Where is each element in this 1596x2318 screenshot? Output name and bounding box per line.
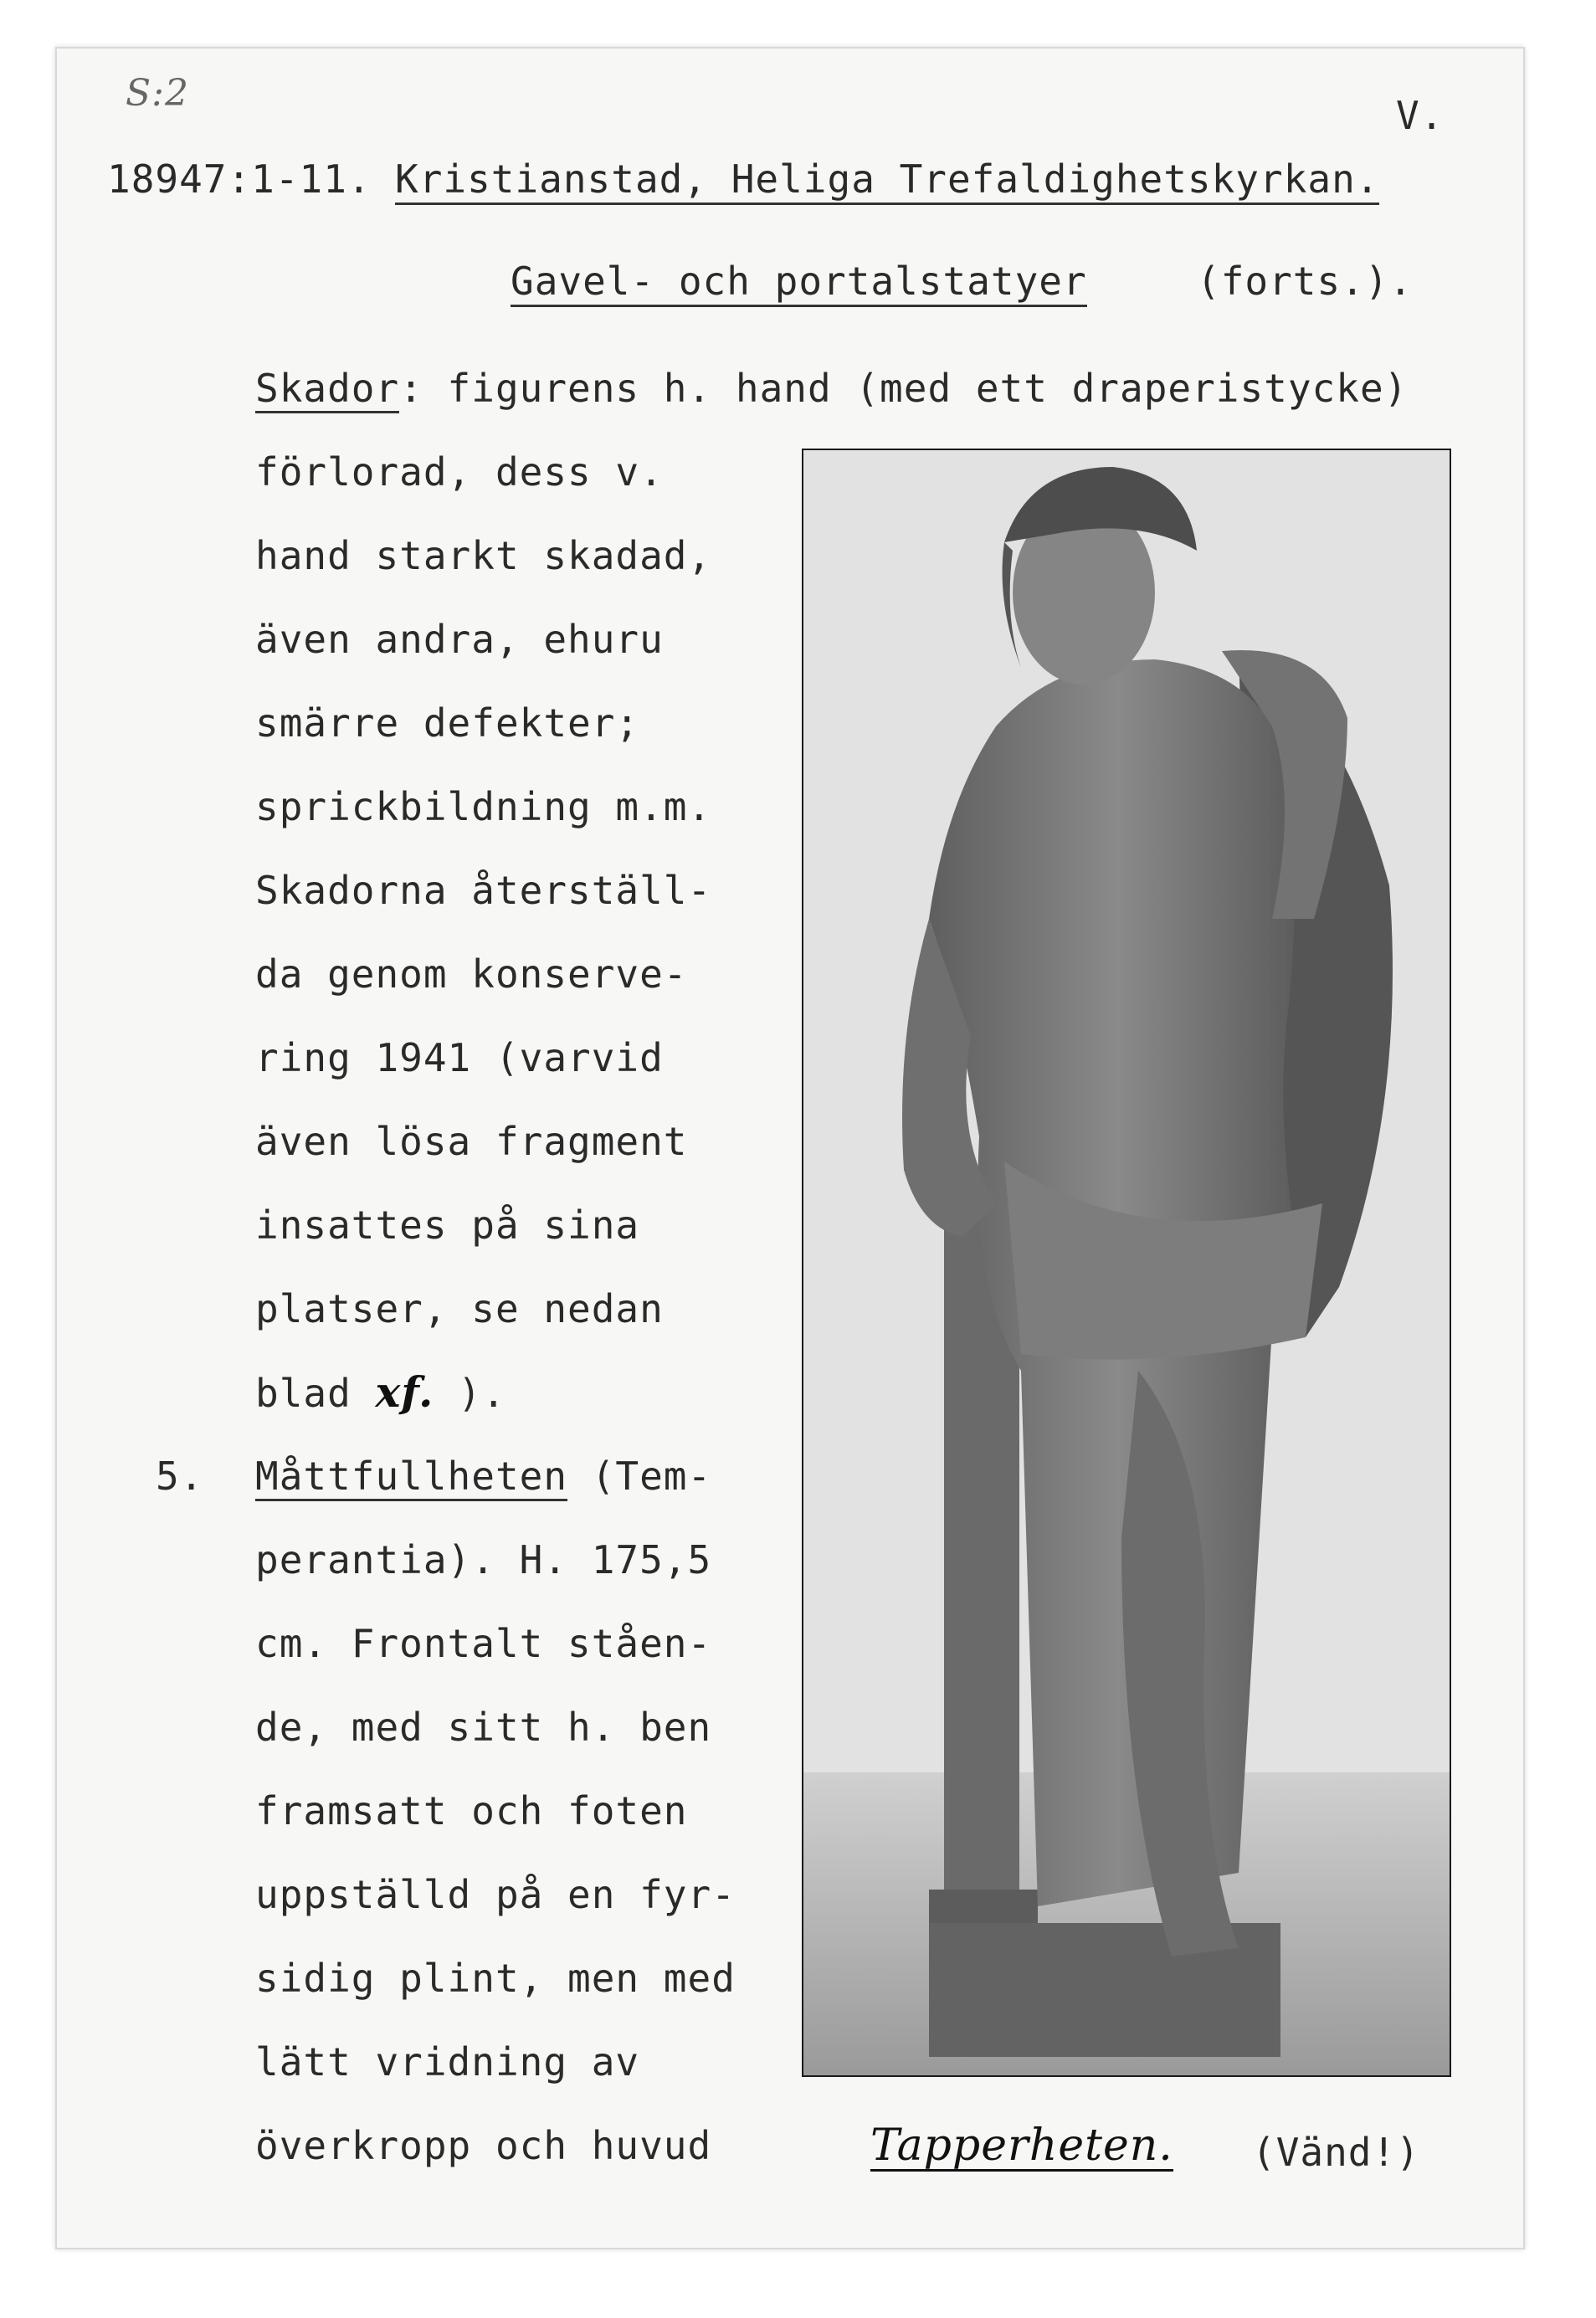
entry-line: uppställd på en fyr- xyxy=(255,1872,736,1917)
entry-line: framsatt och foten xyxy=(255,1788,688,1833)
entry-name: Måttfullheten xyxy=(255,1454,567,1501)
damage-line: platser, se nedan xyxy=(255,1286,664,1331)
corner-mark: S:2 xyxy=(126,72,189,115)
damage-line: da genom konserve- xyxy=(255,951,688,997)
statue-photograph xyxy=(802,449,1451,2077)
entry-line: perantia). H. 175,5 xyxy=(255,1537,712,1582)
entry-line: överkropp och huvud xyxy=(255,2123,712,2168)
damage-last-suffix: ). xyxy=(458,1371,506,1416)
page-roman-numeral: V. xyxy=(1396,93,1445,138)
damage-line: ring 1941 (varvid xyxy=(255,1035,664,1080)
damage-line: Skadorna återställ- xyxy=(255,868,712,913)
damage-first-line-text: : figurens h. hand (med ett draperistycke) xyxy=(399,366,1409,411)
entry-line: cm. Frontalt ståen- xyxy=(255,1621,712,1666)
damage-line: även lösa fragment xyxy=(255,1119,688,1164)
turn-note: (Vänd!) xyxy=(1252,2130,1420,2175)
entry-line: lätt vridning av xyxy=(255,2039,640,2085)
damage-line: insattes på sina xyxy=(255,1203,640,1248)
damage-last-prefix: blad xyxy=(255,1371,352,1416)
section-continued: (forts.). xyxy=(1197,259,1414,304)
entry-line: sidig plint, men med xyxy=(255,1956,736,2001)
catalog-number: 18947:1-11. xyxy=(107,156,372,202)
damage-first-line xyxy=(255,365,1408,412)
damage-line: förlorad, dess v. xyxy=(255,449,664,495)
entry-first-line-text: (Tem- xyxy=(567,1454,712,1499)
handwritten-reference: xf. xyxy=(375,1367,434,1417)
damage-last-line xyxy=(255,1369,506,1417)
entry-first-line xyxy=(255,1453,711,1500)
damage-line: smärre defekter; xyxy=(255,700,640,746)
header-location: Kristianstad, Heliga Trefaldighetskyrkan. xyxy=(395,156,1379,205)
entry-number: 5. xyxy=(156,1454,204,1499)
photo-caption: Tapperheten. xyxy=(870,2121,1173,2171)
damage-line: även andra, ehuru xyxy=(255,617,664,662)
section-title: Gavel- och portalstatyer xyxy=(511,258,1087,307)
statue-figure xyxy=(803,450,1450,2075)
damage-line: hand starkt skadad, xyxy=(255,533,712,578)
damage-line: sprickbildning m.m. xyxy=(255,784,712,829)
entry-line: de, med sitt h. ben xyxy=(255,1705,712,1750)
damage-label: Skador xyxy=(255,366,399,413)
